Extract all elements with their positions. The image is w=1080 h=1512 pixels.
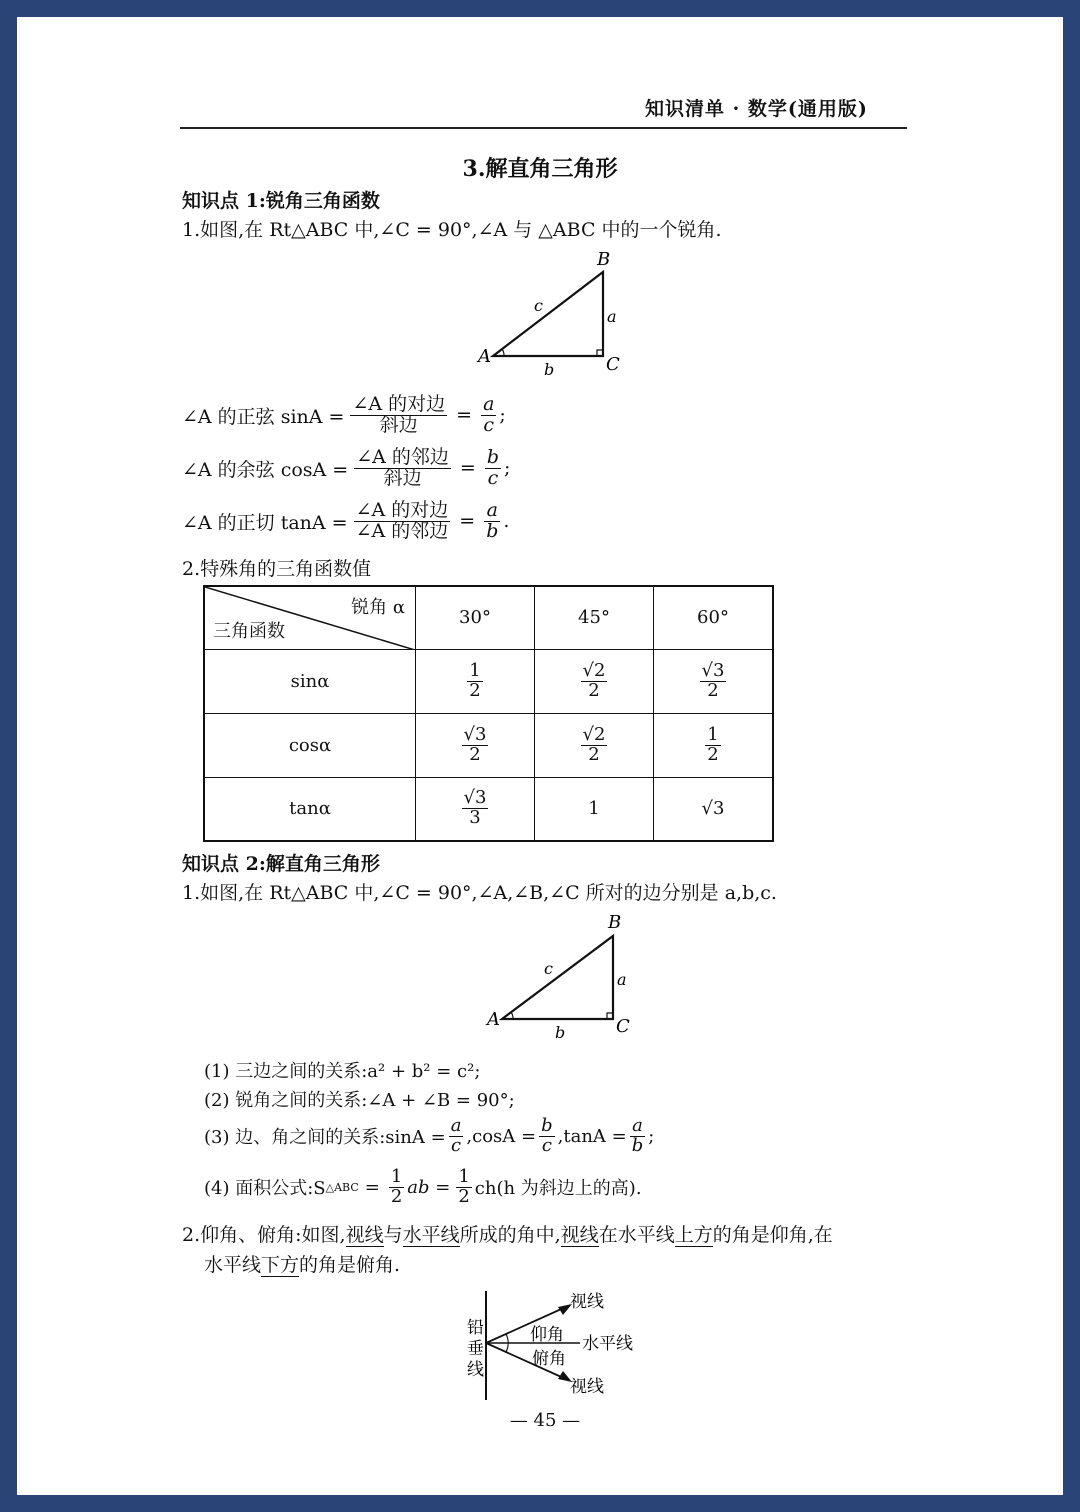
angle-header: 30° <box>416 586 535 649</box>
tan-formula: ∠A 的正切 tanA = $\frac{\text{∠A 的对边}}{\text{∠A 的邻边}}$ = $\frac{a}{b}$ . <box>182 499 510 542</box>
label-A: A <box>487 1009 500 1030</box>
table-header-row <box>204 586 773 649</box>
triangle-figure-2 <box>480 908 640 1043</box>
header-rule <box>180 127 907 129</box>
label-b: b <box>544 360 555 379</box>
label-depression: 俯角 <box>532 1349 566 1369</box>
table-cell: $\frac{1}{2}$ <box>654 713 774 777</box>
row-header: sinα <box>204 649 416 713</box>
kp1-item2: 2.特殊角的三角函数值 <box>182 558 372 580</box>
table-cell: $\frac{√3}{2}$ <box>654 649 774 713</box>
corner-bottom-label: 三角函数 <box>213 620 285 642</box>
corner-top-label: 锐角 α <box>351 597 405 618</box>
label-a: a <box>607 307 617 326</box>
table-corner-cell <box>204 586 416 649</box>
table-cell: 1 <box>535 777 654 841</box>
angle-header: 45° <box>535 586 654 649</box>
page-title: 3.解直角三角形 <box>462 156 618 182</box>
page-number: — 45 — <box>509 1410 581 1431</box>
special-angles-table <box>203 585 774 842</box>
row-header: cosα <box>204 713 416 777</box>
label-B: B <box>608 912 622 933</box>
table-row <box>204 713 773 777</box>
tan-fraction: $\frac{\text{∠A 的对边}}{\text{∠A 的邻边}}$ <box>355 499 449 542</box>
row-header: tanα <box>204 777 416 841</box>
table-cell: $\frac{√2}{2}$ <box>535 713 654 777</box>
label-b: b <box>555 1023 566 1042</box>
kp2-item2-line1: 2.仰角、俯角:如图,视线与水平线所成的角中,视线在水平线上方的角是仰角,在 <box>182 1224 833 1246</box>
angle-header: 60° <box>654 586 774 649</box>
label-A: A <box>478 346 491 367</box>
sin-lhs: ∠A 的正弦 sinA = <box>182 405 345 428</box>
label-c: c <box>534 296 543 315</box>
relation-side-angle: (3) 边、角之间的关系:sinA = $\frac{a}{c}$ ,cosA = $\frac{b}{c}$ ,tanA = $\frac{a}{b}$ ; <box>204 1115 655 1156</box>
table-cell: √3 <box>654 777 774 841</box>
label-a: a <box>617 970 627 989</box>
elevation-depression-figure <box>462 1288 662 1403</box>
triangle-figure-1 <box>470 245 630 380</box>
label-plumb: 线 <box>467 1360 484 1380</box>
running-head: 知识清单 · 数学(通用版) <box>645 98 868 120</box>
tan-ratio: $\frac{a}{b}$ <box>486 499 499 542</box>
triangle-shape <box>502 936 613 1019</box>
cos-fraction: $\frac{\text{∠A 的邻边}}{\text{斜边}}$ <box>356 446 449 489</box>
table-cell: $\frac{1}{2}$ <box>416 649 535 713</box>
relation-angles: (2) 锐角之间的关系:∠A + ∠B = 90°; <box>204 1090 515 1111</box>
table-cell: $\frac{√2}{2}$ <box>535 649 654 713</box>
sin-formula: ∠A 的正弦 sinA = $\frac{\text{∠A 的对边}}{\text{斜边}}$ = $\frac{a}{c}$ ; <box>182 393 506 436</box>
label-horizontal: 水平线 <box>582 1334 633 1354</box>
cos-formula: ∠A 的余弦 cosA = $\frac{\text{∠A 的邻边}}{\text{斜边}}$ = $\frac{b}{c}$ ; <box>182 446 511 489</box>
label-C: C <box>616 1016 630 1037</box>
table-row <box>204 649 773 713</box>
kp2-item2-line2: 水平线下方的角是俯角. <box>204 1254 401 1276</box>
sin-ratio: $\frac{a}{c}$ <box>483 393 495 436</box>
table-cell: $\frac{√3}{2}$ <box>416 713 535 777</box>
kp2-title: 知识点 2:解直角三角形 <box>182 853 380 875</box>
label-sight-bottom: 视线 <box>570 1377 604 1397</box>
label-C: C <box>606 354 620 375</box>
table-row <box>204 777 773 841</box>
label-c: c <box>544 959 553 978</box>
cos-lhs: ∠A 的余弦 cosA = <box>182 458 349 481</box>
kp1-item1: 1.如图,在 Rt△ABC 中,∠C = 90°,∠A 与 △ABC 中的一个锐角. <box>182 219 722 241</box>
triangle-shape <box>493 272 603 356</box>
relation-sides: (1) 三边之间的关系:a² + b² = c²; <box>204 1061 481 1082</box>
kp1-title: 知识点 1:锐角三角函数 <box>182 190 380 212</box>
label-B: B <box>597 249 611 270</box>
label-plumb: 垂 <box>467 1339 484 1359</box>
sin-fraction: $\frac{\text{∠A 的对边}}{\text{斜边}}$ <box>352 393 446 436</box>
kp2-item1: 1.如图,在 Rt△ABC 中,∠C = 90°,∠A,∠B,∠C 所对的边分别是 a,b,c. <box>182 882 777 904</box>
cos-ratio: $\frac{b}{c}$ <box>486 446 500 489</box>
label-sight-top: 视线 <box>570 1292 604 1312</box>
table-cell: $\frac{√3}{3}$ <box>416 777 535 841</box>
tan-lhs: ∠A 的正切 tanA = <box>182 511 348 534</box>
label-elevation: 仰角 <box>530 1325 564 1345</box>
area-formula: (4) 面积公式:S △ABC = $\frac{1}{2}$ ab = $\frac{1}{2}$ ch(h 为斜边上的高). <box>204 1166 642 1207</box>
label-plumb: 铅 <box>467 1318 484 1338</box>
